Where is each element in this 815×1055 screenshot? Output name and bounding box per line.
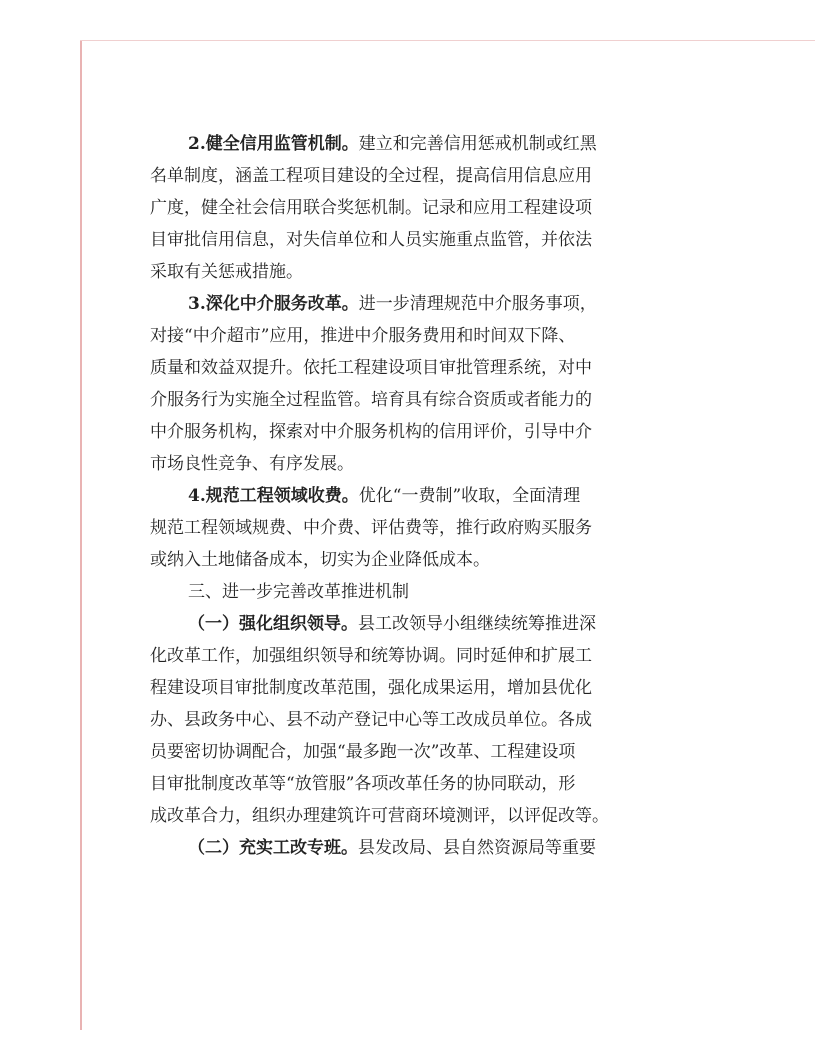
heading-organization-leadership: （一）强化组织领导。	[188, 614, 358, 634]
heading-task-force: （二）充实工改专班。	[188, 838, 358, 858]
text-line: 中介服务机构，探索对中介服务机构的信用评价，引导中介	[150, 422, 592, 442]
paragraph-organization-leadership-line-1	[150, 608, 630, 640]
paragraph-credit-supervision-line-1	[150, 128, 630, 160]
page-left-border	[80, 40, 82, 1030]
text-line: 员要密切协调配合，加强“最多跑一次”改革、工程建设项	[150, 742, 576, 762]
text-line: 县发改局、县自然资源局等重要	[358, 838, 596, 858]
text-line: 采取有关惩戒措施。	[150, 262, 303, 282]
paragraph-task-force-line-1	[150, 832, 630, 864]
text-line: 建立和完善信用惩戒机制或红黑	[358, 134, 597, 154]
document-body	[150, 128, 630, 864]
page-top-border	[80, 40, 815, 41]
heading-fee-regulation: 4.规范工程领域收费。	[188, 486, 359, 506]
text-line: 目审批信用信息，对失信单位和人员实施重点监管，并依法	[150, 230, 592, 250]
section-title: 三、进一步完善改革推进机制	[188, 582, 409, 602]
text-line: 质量和效益双提升。依托工程建设项目审批管理系统，对中	[150, 358, 592, 378]
text-line: 或纳入土地储备成本，切实为企业降低成本。	[150, 550, 490, 570]
text-line: 优化“一费制”收取，全面清理	[358, 486, 581, 506]
text-line: 市场良性竞争、有序发展。	[150, 454, 354, 474]
text-line: 化改革工作，加强组织领导和统筹协调。同时延伸和扩展工	[150, 646, 592, 666]
text-line: 对接“中介超市”应用，推进中介服务费用和时间双下降、	[150, 326, 576, 346]
text-line: 程建设项目审批制度改革范围，强化成果运用，增加县优化	[150, 678, 592, 698]
text-line: 成改革合力，组织办理建筑许可营商环境测评，以评促改等。	[150, 806, 609, 826]
text-line: 县工改领导小组继续统筹推进深	[358, 614, 596, 634]
heading-intermediary-reform: 3.深化中介服务改革。	[188, 294, 359, 314]
paragraph-fee-regulation-line-1	[150, 480, 630, 512]
paragraph-intermediary-reform-line-1	[150, 288, 630, 320]
text-line: 广度，健全社会信用联合奖惩机制。记录和应用工程建设项	[150, 198, 592, 218]
heading-credit-supervision: 2.健全信用监管机制。	[188, 134, 359, 154]
text-line: 办、县政务中心、县不动产登记中心等工改成员单位。各成	[150, 710, 592, 730]
text-line: 规范工程领域规费、中介费、评估费等，推行政府购买服务	[150, 518, 592, 538]
text-line: 目审批制度改革等“放管服”各项改革任务的协同联动，形	[150, 774, 576, 794]
text-line: 介服务行为实施全过程监管。培育具有综合资质或者能力的	[150, 390, 592, 410]
text-line: 进一步清理规范中介服务事项，	[358, 294, 597, 314]
text-line: 名单制度，涵盖工程项目建设的全过程，提高信用信息应用	[150, 166, 592, 186]
